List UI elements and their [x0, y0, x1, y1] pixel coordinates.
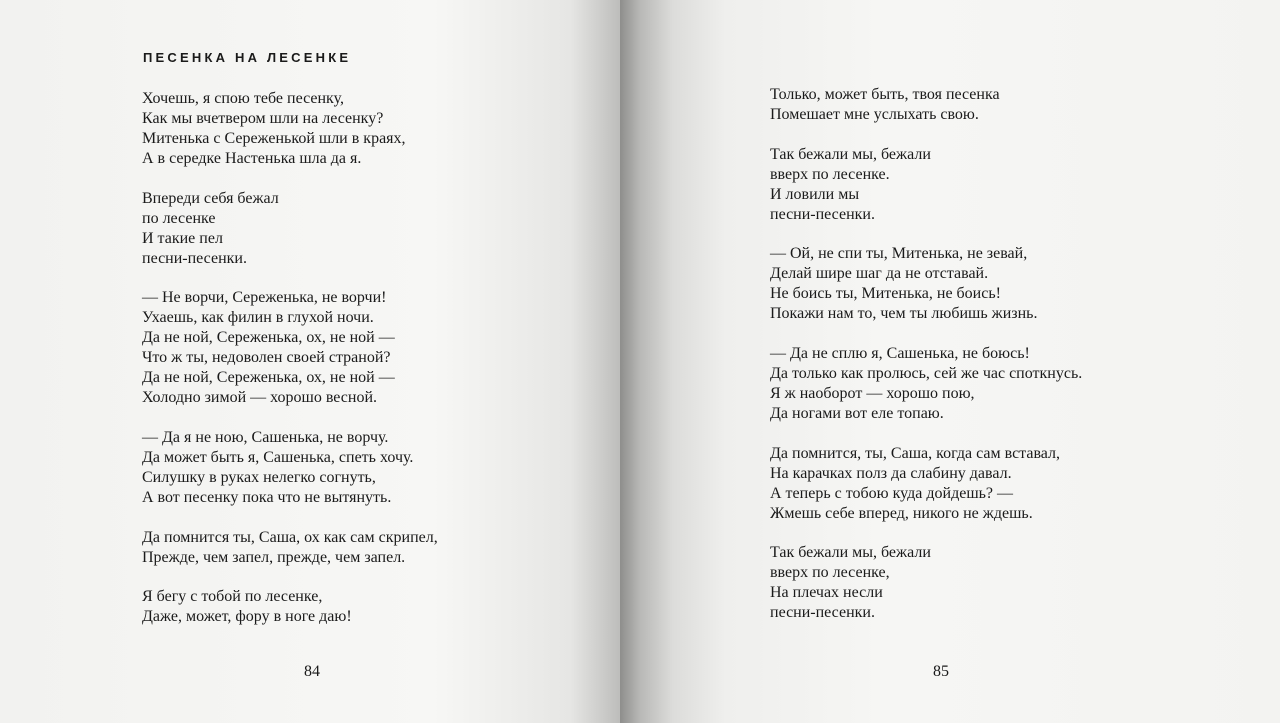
poem-line: — Да не сплю я, Сашенька, не боюсь!: [770, 345, 1030, 363]
poem-line: А теперь с тобою куда дойдешь? —: [770, 484, 1014, 502]
poem-line: — Ой, не спи ты, Митенька, не зевай,: [770, 245, 1028, 263]
poem-line: Да помнится ты, Саша, ох как сам скрипел,: [142, 528, 438, 546]
poem-line: по лесенке: [142, 209, 216, 227]
poem-line: песни-песенки.: [142, 249, 247, 267]
poem-line: — Не ворчи, Сереженька, не ворчи!: [142, 289, 387, 307]
poem-line: Да ногами вот еле топаю.: [770, 405, 944, 423]
stanza: [142, 528, 522, 568]
poem-line: Так бежали мы, бежали: [770, 145, 931, 163]
poem-line: Да не ной, Сереженька, ох, не ной —: [142, 369, 395, 387]
page-number: 84: [304, 663, 320, 680]
poem-line: И ловили мы: [770, 185, 860, 203]
poem-line: На карачках полз да слабину давал.: [770, 464, 1012, 482]
poem-line: вверх по лесенке,: [770, 564, 890, 582]
poem-line: Помешает мне услыхать свою.: [770, 106, 979, 123]
poem-line: Да может быть я, Сашенька, спеть хочу.: [142, 449, 414, 467]
poem-line: Да только как пролюсь, сей же час споткнусь.: [770, 365, 1083, 383]
poem-line: песни-песенки.: [770, 205, 875, 223]
stanza: [770, 444, 1150, 524]
poem-line: Хочешь, я спою тебе песенку,: [142, 90, 344, 107]
stanza: [142, 189, 522, 269]
poem-line: Не боись ты, Митенька, не боись!: [770, 285, 1001, 303]
poem-title: ПЕСЕНКА НА ЛЕСЕНКЕ: [143, 50, 352, 65]
stanza: [142, 89, 522, 169]
poem-line: Митенька с Сереженькой шли в краях,: [142, 130, 406, 147]
poem-line: Я ж наоборот — хорошо пою,: [770, 385, 975, 403]
poem-line: Холодно зимой — хорошо весной.: [142, 389, 378, 407]
poem-line: Жмешь себе вперед, никого не ждешь.: [770, 504, 1033, 522]
poem-line: А в середке Настенька шла да я.: [142, 150, 362, 167]
poem-line: И такие пел: [142, 229, 223, 247]
poem-line: Да помнится, ты, Саша, когда сам вставал,: [770, 444, 1061, 462]
poem-line: Впереди себя бежал: [142, 189, 279, 207]
left-poem-text: [142, 89, 522, 647]
stanza: [770, 543, 1150, 623]
poem-line: Даже, может, фору в ноге даю!: [142, 608, 352, 626]
poem-line: песни-песенки.: [770, 604, 875, 622]
poem-line: Покажи нам то, чем ты любишь жизнь.: [770, 305, 1038, 323]
right-poem-text: [770, 85, 1150, 643]
stanza: [770, 85, 1150, 125]
poem-line: Прежде, чем запел, прежде, чем запел.: [142, 548, 406, 566]
poem-line: Ухаешь, как филин в глухой ночи.: [142, 309, 374, 327]
stanza: [142, 288, 522, 408]
poem-line: На плечах несли: [770, 584, 883, 602]
stanza: [770, 145, 1150, 225]
stanza: [770, 344, 1150, 424]
poem-line: Как мы вчетвером шли на лесенку?: [142, 110, 384, 127]
poem-line: Так бежали мы, бежали: [770, 544, 931, 562]
poem-line: Делай шире шаг да не отставай.: [770, 265, 989, 283]
stanza: [142, 428, 522, 508]
poem-line: Силушку в руках нелегко согнуть,: [142, 469, 376, 487]
page-number: 85: [933, 663, 949, 680]
poem-line: Я бегу с тобой по лесенке,: [142, 588, 323, 606]
poem-line: Только, может быть, твоя песенка: [770, 86, 1000, 103]
stanza: [142, 587, 522, 627]
poem-line: Да не ной, Сереженька, ох, не ной —: [142, 329, 395, 347]
stanza: [770, 244, 1150, 324]
left-page: [0, 0, 620, 723]
poem-line: вверх по лесенке.: [770, 165, 890, 183]
poem-line: А вот песенку пока что не вытянуть.: [142, 489, 392, 507]
poem-line: Что ж ты, недоволен своей страной?: [142, 349, 391, 367]
poem-line: — Да я не ною, Сашенька, не ворчу.: [142, 429, 389, 447]
